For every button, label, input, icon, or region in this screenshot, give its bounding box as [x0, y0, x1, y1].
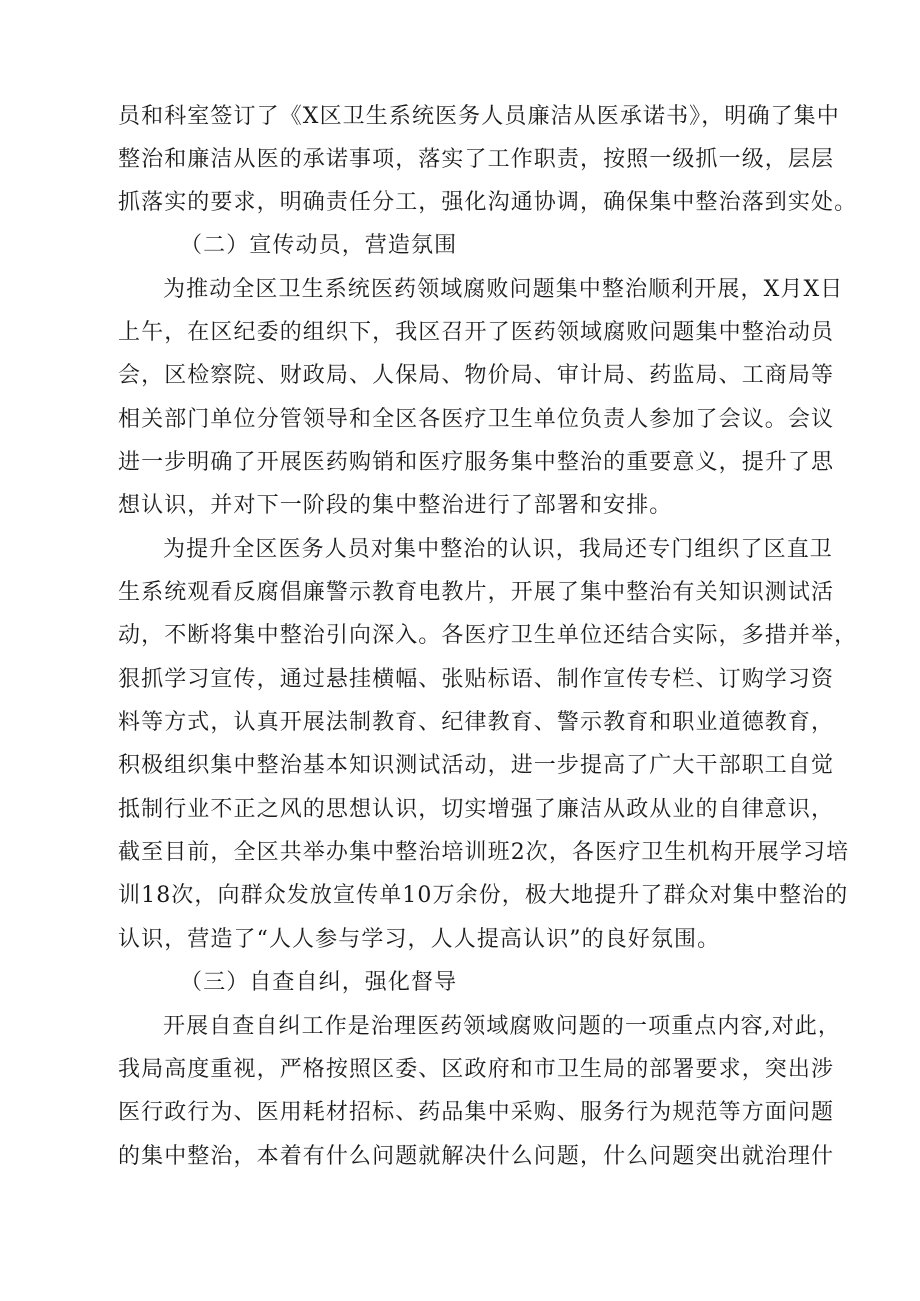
section-heading-2: （二）宣传动员，营造氛围	[180, 233, 458, 258]
paragraph-line: 截至目前，全区共举办集中整治培训班2次，各医疗卫生机构开展学习培	[118, 840, 850, 865]
paragraph-line: 会，区检察院、财政局、人保局、物价局、审计局、药监局、工商局等	[118, 363, 835, 388]
paragraph-line: 认识，营造了“人人参与学习，人人提高认识”的良好氛围。	[118, 927, 721, 952]
section-heading-3: （三）自查自纠，强化督导	[180, 970, 458, 995]
paragraph-line: 抓落实的要求，明确责任分工，强化沟通协调，确保集中整治落到实处。	[118, 190, 858, 215]
paragraph-line: 员和科室签订了《X区卫生系统医务人员廉洁从医承诺书》，明确了集中	[118, 104, 840, 129]
paragraph-line: 训18次，向群众发放宣传单10万余份，极大地提升了群众对集中整治的	[118, 883, 849, 908]
paragraph-first-line: 为提升全区医务人员对集中整治的认识，我局还专门组织了区直卫	[163, 537, 833, 562]
paragraph-first-line: 为推动全区卫生系统医药领域腐败问题集中整治顺利开展，X月X日	[163, 277, 844, 302]
paragraph-first-line: 开展自查自纠工作是治理医药领域腐败问题的一项重点内容,对此，	[163, 1014, 841, 1039]
paragraph-line: 进一步明确了开展医药购销和医疗服务集中整治的重要意义，提升了思	[118, 450, 835, 475]
paragraph-line: 生系统观看反腐倡廉警示教育电教片，开展了集中整治有关知识测试活	[118, 580, 835, 605]
paragraph-line: 积极组织集中整治基本知识测试活动，进一步提高了广大干部职工自觉	[118, 753, 835, 778]
paragraph-line: 整治和廉洁从医的承诺事项，落实了工作职责，按照一级抓一级，层层	[118, 147, 835, 172]
paragraph-line: 料等方式，认真开展法制教育、纪律教育、警示教育和职业道德教育，	[118, 710, 835, 735]
paragraph-line: 抵制行业不正之风的思想认识，切实增强了廉洁从政从业的自律意识，	[118, 797, 835, 822]
paragraph-line: 想认识，并对下一阶段的集中整治进行了部署和安排。	[118, 493, 673, 518]
paragraph-line: 狠抓学习宣传，通过悬挂横幅、张贴标语、制作宣传专栏、订购学习资	[118, 667, 835, 692]
paragraph-line: 我局高度重视，严格按照区委、区政府和市卫生局的部署要求，突出涉	[118, 1057, 835, 1082]
paragraph-line: 的集中整治，本着有什么问题就解决什么问题，什么问题突出就治理什	[118, 1144, 835, 1169]
paragraph-line: 医行政行为、医用耗材招标、药品集中采购、服务行为规范等方面问题	[118, 1100, 835, 1125]
paragraph-line: 相关部门单位分管领导和全区各医疗卫生单位负责人参加了会议。会议	[118, 407, 835, 432]
paragraph-line: 上午，在区纪委的组织下，我区召开了医药领域腐败问题集中整治动员	[118, 320, 835, 345]
paragraph-line: 动，不断将集中整治引向深入。各医疗卫生单位还结合实际，多措并举，	[118, 623, 858, 648]
